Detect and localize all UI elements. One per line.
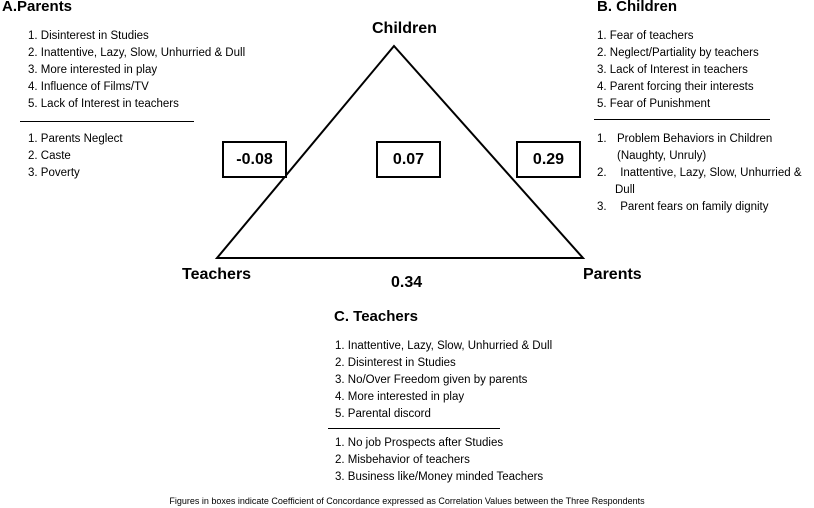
- section-b-list-2: [597, 131, 802, 216]
- list-item: 5. Fear of Punishment: [597, 98, 711, 110]
- section-b-divider: [594, 119, 770, 120]
- list-item-text: Parent fears on family dignity: [617, 201, 769, 213]
- list-item: 4. Parent forcing their interests: [597, 81, 754, 93]
- list-item: 2. Neglect/Partiality by teachers: [597, 47, 759, 59]
- list-item-text: Problem Behaviors in Children: [617, 133, 773, 145]
- vertex-label-children: Children: [372, 20, 437, 37]
- section-b-title: B. Children: [597, 0, 678, 15]
- list-item-number: 1.: [597, 133, 607, 145]
- section-a-divider: [20, 121, 194, 122]
- list-item: 1. Disinterest in Studies: [28, 30, 149, 42]
- section-c-list-1: [335, 338, 552, 423]
- list-item: 5. Parental discord: [335, 408, 431, 420]
- list-item: [597, 165, 802, 199]
- list-item: 3. No/Over Freedom given by parents: [335, 374, 528, 386]
- list-item: 1. Inattentive, Lazy, Slow, Unhurried & Dull: [335, 340, 553, 352]
- list-item-text: Inattentive, Lazy, Slow, Unhurried &: [617, 167, 802, 179]
- list-item: 2. Misbehavior of teachers: [335, 454, 470, 466]
- list-item-continuation: (Naughty, Unruly): [617, 150, 707, 162]
- list-item: 3. Poverty: [28, 167, 80, 179]
- list-item: 2. Disinterest in Studies: [335, 357, 456, 369]
- correlation-box-children-parents: [516, 141, 581, 178]
- correlation-box-parents-teachers: [222, 141, 287, 178]
- section-b-list-1: [597, 28, 759, 113]
- section-c-list-2: [335, 435, 543, 486]
- correlation-value: -0.08: [236, 150, 273, 168]
- list-item: 2. Caste: [28, 150, 71, 162]
- section-a-title: A.Parents: [2, 0, 73, 15]
- vertex-label-parents: Parents: [583, 266, 642, 283]
- list-item: 3. Lack of Interest in teachers: [597, 64, 748, 76]
- list-item: 3. More interested in play: [28, 64, 158, 76]
- list-item: [597, 131, 802, 165]
- section-c-divider: [328, 428, 500, 429]
- correlation-value: 0.29: [532, 150, 565, 168]
- list-item-number: 3.: [597, 201, 607, 213]
- section-a-list-1: [28, 28, 245, 113]
- figure-caption: Figures in boxes indicate Coefficient of Concordance expressed as Correlation Values between the Three Respondents: [169, 496, 645, 506]
- section-c-title: C. Teachers: [334, 308, 418, 325]
- list-item: 1. Fear of teachers: [597, 30, 694, 42]
- list-item: 2. Inattentive, Lazy, Slow, Unhurried & Dull: [28, 47, 246, 59]
- correlation-value: 0.07: [392, 150, 425, 168]
- list-item: 4. More interested in play: [335, 391, 465, 403]
- list-item-number: 2.: [597, 167, 607, 179]
- list-item: 1. No job Prospects after Studies: [335, 437, 504, 449]
- correlation-value-base: 0.34: [391, 274, 423, 291]
- list-item: 4. Influence of Films/TV: [28, 81, 149, 93]
- list-item: 3. Business like/Money minded Teachers: [335, 471, 544, 483]
- vertex-label-teachers: Teachers: [182, 266, 252, 283]
- section-a-list-2: [28, 131, 123, 182]
- list-item-continuation: Dull: [615, 184, 635, 196]
- list-item: [597, 199, 802, 216]
- list-item: 1. Parents Neglect: [28, 133, 123, 145]
- list-item: 5. Lack of Interest in teachers: [28, 98, 179, 110]
- correlation-box-center: [376, 141, 441, 178]
